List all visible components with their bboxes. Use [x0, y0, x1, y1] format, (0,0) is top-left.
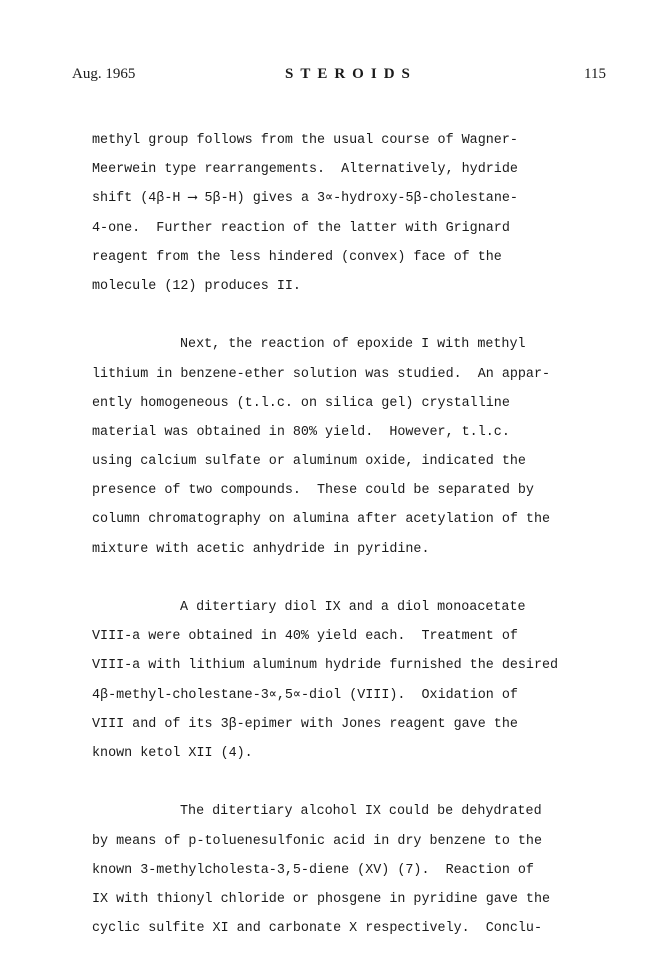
text-line: methyl group follows from the usual course of Wagner- — [92, 133, 518, 148]
text-line: using calcium sulfate or aluminum oxide, indicated the — [92, 454, 526, 470]
text-line: by means of p-toluenesulfonic acid in dry benzene to the — [92, 833, 542, 849]
text-line: mixture with acetic anhydride in pyridine. — [92, 541, 430, 557]
body-text — [92, 126, 652, 943]
text-line: known ketol XII (4). — [92, 745, 253, 761]
paragraph-gap — [92, 301, 652, 330]
text-line: cyclic sulfite XI and carbonate X respectively. Conclu- — [92, 921, 542, 937]
paragraph — [92, 797, 652, 943]
header-date: Aug. 1965 — [72, 66, 136, 82]
paragraph-gap — [92, 768, 652, 797]
text-line: A ditertiary diol IX and a diol monoacetate — [180, 600, 526, 615]
text-line: The ditertiary alcohol IX could be dehydrated — [180, 804, 542, 820]
text-line: VIII and of its 3β-epimer with Jones reagent gave the — [92, 716, 518, 732]
text-line: known 3-methylcholesta-3,5-diene (XV) (7). Reaction of — [92, 862, 534, 878]
text-line: presence of two compounds. These could be separated by — [92, 483, 534, 499]
text-line: 4-one. Further reaction of the latter with Grignard — [92, 220, 510, 236]
text-line: IX with thionyl chloride or phosgene in pyridine gave the — [92, 891, 551, 907]
text-line: Meerwein type rearrangements. Alternatively, hydride — [92, 162, 518, 178]
paragraph — [92, 593, 652, 768]
text-line: column chromatography on alumina after acetylation of the — [92, 512, 551, 528]
text-line: VIII-a were obtained in 40% yield each. Treatment of — [92, 629, 518, 645]
text-line: molecule (12) produces II. — [92, 278, 301, 294]
text-line: material was obtained in 80% yield. However, t.l.c. — [92, 424, 510, 440]
page-header — [0, 66, 672, 90]
text-line: VIII-a with lithium aluminum hydride furnished the desired — [92, 658, 559, 674]
text-line: Next, the reaction of epoxide I with methyl — [180, 337, 526, 353]
text-line: 4β-methyl-cholestane-3∝,5∝-diol (VIII). Oxidation of — [92, 687, 518, 703]
text-line: ently homogeneous (t.l.c. on silica gel) crystalline — [92, 395, 510, 411]
paragraph — [92, 330, 652, 564]
text-line: lithium in benzene-ether solution was studied. An appar- — [92, 366, 551, 382]
header-journal-title: STEROIDS — [285, 66, 417, 82]
text-line: shift (4β-H ⟶ 5β-H) gives a 3∝-hydroxy-5β-cholestane- — [92, 191, 518, 207]
paragraph — [92, 126, 652, 301]
text-line: reagent from the less hindered (convex) face of the — [92, 249, 502, 265]
header-page-number: 115 — [584, 66, 606, 82]
paragraph-gap — [92, 564, 652, 593]
